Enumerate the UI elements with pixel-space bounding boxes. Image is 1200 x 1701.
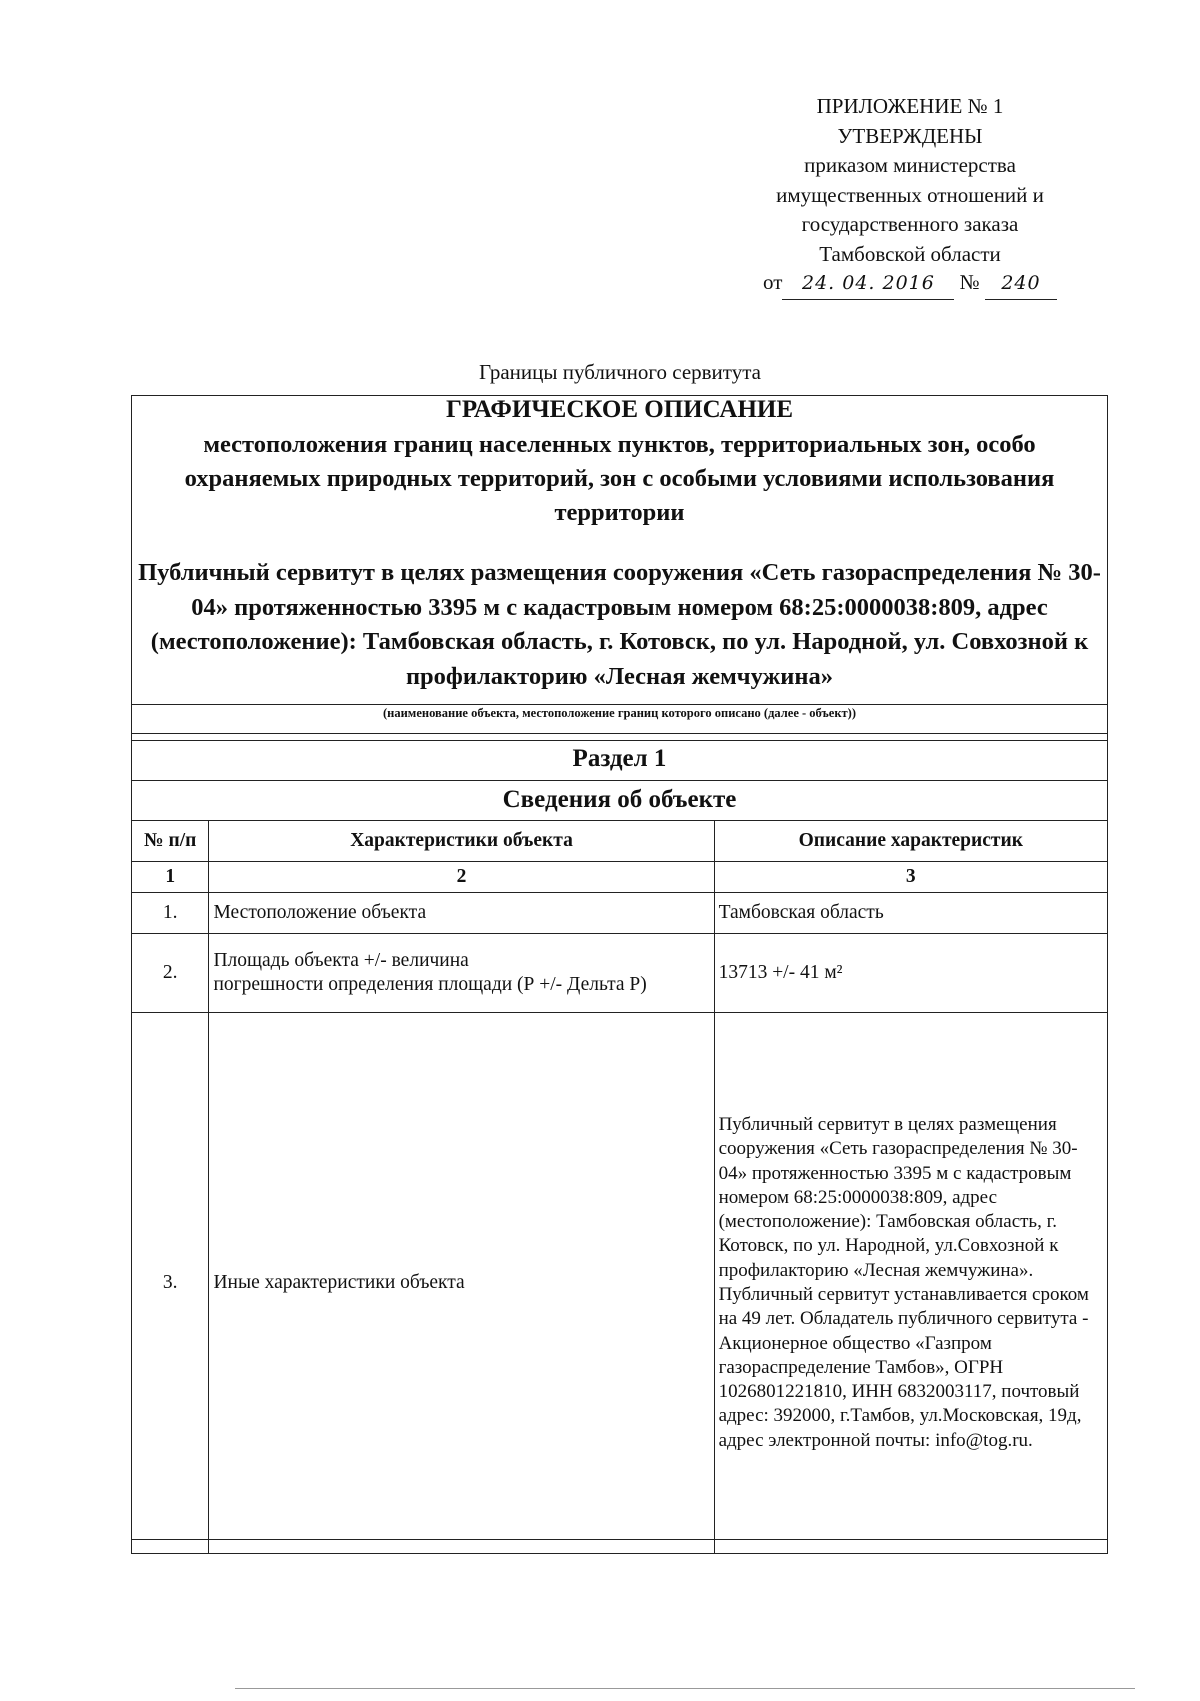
row-number: 2.: [132, 934, 209, 1013]
column-number: 2: [209, 862, 714, 893]
order-date-number: [750, 268, 1070, 300]
row-description: Публичный сервитут в целях размещения сооружения «Сеть газораспределения № 30-04» протяженностью 3395 м с кадастровым номером 68:25:0000038:809, адрес (местоположение): Тамбовская область, г. Котовск, по ул. Народной, ул.Совхозной к профилакторию «Лесная жемчужина». Публичный сервитут устанавливается сроком на 49 лет. Обладатель публичного сервитута - Акционерное общество «Газпром газораспределение Тамбов», ОГРН 1026801221810, ИНН 6832003117, почтовый адрес: 392000, г.Тамбов, ул.Московская, 19д, адрес электронной почты: info@tog.ru.: [714, 1013, 1107, 1554]
row-characteristic: Местоположение объекта: [209, 893, 714, 934]
handwritten-date: 24. 04. 2016: [782, 269, 954, 300]
divider-line: [131, 704, 1108, 705]
object-info-table: [131, 820, 1108, 1554]
table-header-row: [132, 821, 1108, 862]
approval-line-4: Тамбовской области: [819, 241, 1001, 266]
approval-line-3: государственного заказа: [801, 212, 1019, 236]
table-row: [132, 934, 1108, 1013]
row-description: 13713 +/- 41 м²: [714, 934, 1107, 1013]
row-characteristic-line: Площадь объекта +/- величина: [213, 950, 469, 971]
column-number: 3: [714, 862, 1107, 893]
number-label: №: [959, 270, 980, 294]
object-name: Публичный сервитут в целях размещения сооружения «Сеть газораспределения № 30-04» протяженностью 3395 м с кадастровым номером 68:25:0000038:809, адрес (местоположение): Тамбовская область, г. Котовск, по ул. Народной, ул. Совхозной к профилакторию «Лесная жемчужина»: [138, 559, 1101, 690]
main-title: ГРАФИЧЕСКОЕ ОПИСАНИЕ: [445, 396, 794, 423]
header-num: № п/п: [132, 821, 209, 862]
handwritten-number: 240: [985, 269, 1057, 300]
object-note: (наименование объекта, местоположение границ которого описано (далее - объект)): [382, 706, 856, 720]
row-characteristic: [209, 934, 714, 1013]
approval-line-2: имущественных отношений и: [776, 182, 1044, 207]
title-subtitle: местоположения границ населенных пунктов, территориальных зон, особо охраняемых природных территорий, зон с особыми условиями использования территории: [184, 431, 1055, 526]
approved-label: УТВЕРЖДЕНЫ: [837, 123, 983, 148]
divider-line: [131, 733, 1108, 734]
row-number: 1.: [132, 893, 209, 934]
column-number: 1: [132, 862, 209, 893]
section-title: Раздел 1: [572, 745, 667, 772]
scan-edge-line: [235, 1688, 1135, 1689]
row-characteristic: Иные характеристики объекта: [209, 1013, 714, 1554]
approval-block: [750, 92, 1070, 300]
header-characteristic: Характеристики объекта: [209, 821, 714, 862]
column-number-row: [132, 862, 1108, 893]
divider-line: [131, 740, 1108, 741]
table-row: [132, 893, 1108, 934]
title-block: [131, 397, 1108, 694]
from-label: от: [763, 270, 783, 294]
row-description: Тамбовская область: [714, 893, 1107, 934]
header-description: Описание характеристик: [714, 821, 1107, 862]
approval-line-1: приказом министерства: [804, 153, 1016, 177]
divider-line: [131, 780, 1108, 781]
section-subtitle: Сведения об объекте: [502, 786, 737, 813]
row-number: 3.: [132, 1013, 209, 1554]
appendix-label: ПРИЛОЖЕНИЕ № 1: [816, 94, 1004, 118]
table-row: [132, 1013, 1108, 1554]
row-characteristic-line: погрешности определения площади (Р +/- Дельта Р): [213, 974, 647, 995]
document-caption: Границы публичного сервитута: [479, 360, 761, 384]
